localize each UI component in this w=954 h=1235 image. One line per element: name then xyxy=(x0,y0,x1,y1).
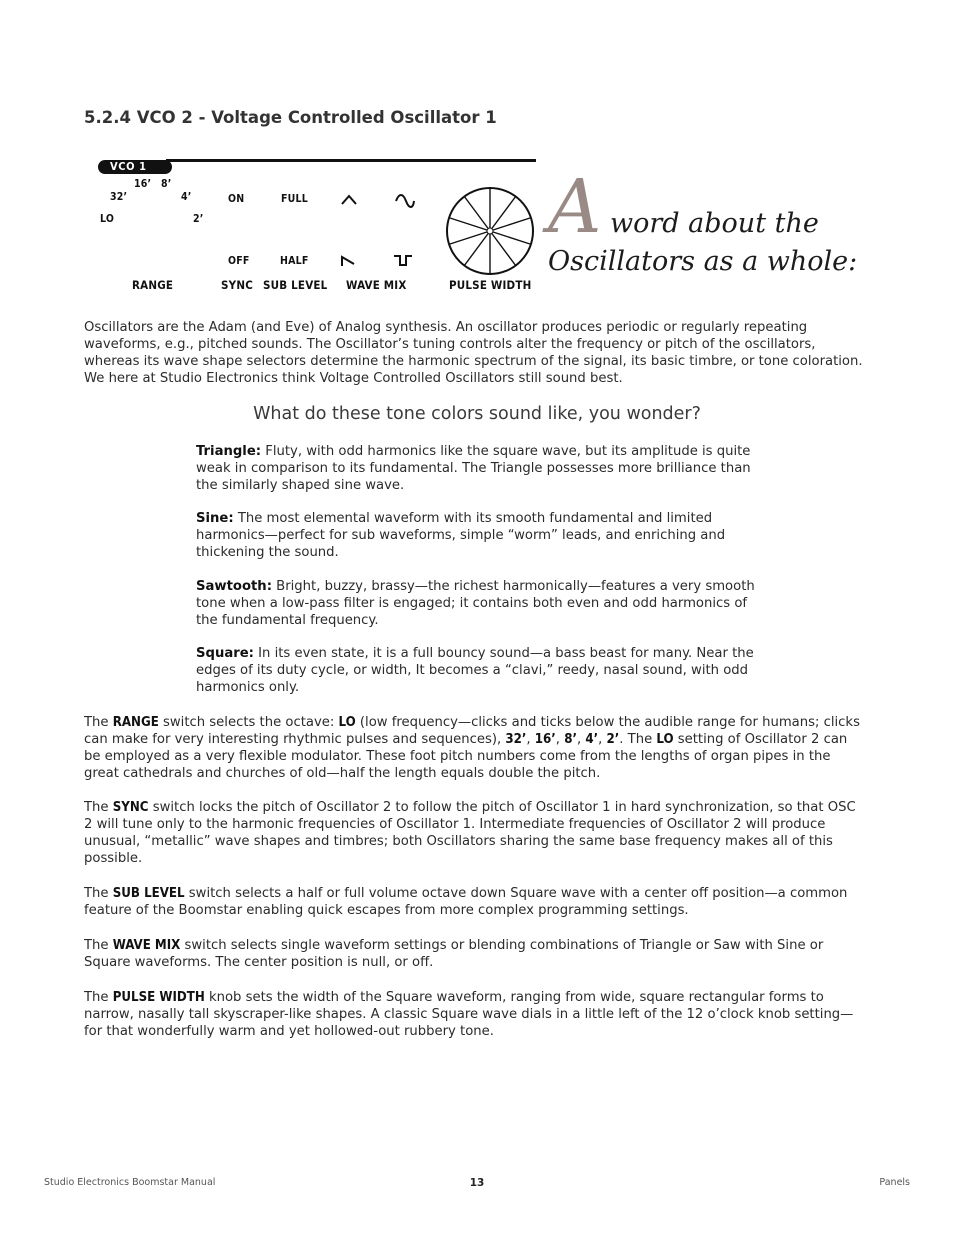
keyword-lo: LO xyxy=(338,715,356,730)
sub-level-half-label: HALF xyxy=(280,255,309,267)
pulse-width-knob xyxy=(447,188,533,274)
keyword-sync: SYNC xyxy=(112,800,149,815)
footer-manual-title: Studio Electronics Boomstar Manual xyxy=(44,1177,216,1188)
sync-on-label: ON xyxy=(228,193,245,205)
sync-off-label: OFF xyxy=(228,255,250,267)
wave-mix-label: WAVE MIX xyxy=(346,278,407,292)
text: . The xyxy=(619,732,657,747)
tone-sine xyxy=(196,510,764,561)
keyword-lo: LO xyxy=(656,732,674,747)
section-title: 5.2.4 VCO 2 - Voltage Controlled Oscillator 1 xyxy=(84,108,497,127)
tone-triangle xyxy=(196,443,764,494)
range-paragraph xyxy=(84,714,866,782)
keyword-32: 32’ xyxy=(505,732,527,747)
text: , xyxy=(526,732,535,747)
tone-text: Fluty, with odd harmonics like the square wave, but its amplitude is quite weak in comparison to its fundamental. The Triangle possesses more brilliance than the similarly shaped sine wave. xyxy=(196,444,751,493)
range-4-label: 4’ xyxy=(181,191,192,203)
panel-top-line xyxy=(166,159,536,162)
text: , xyxy=(598,732,607,747)
keyword-range: RANGE xyxy=(112,715,159,730)
text: The xyxy=(84,715,113,730)
tone-text: Bright, buzzy, brassy—the richest harmonically—features a very smooth tone when a low-pass filter is engaged; it contains both even and odd harmonics of the fundamental frequency. xyxy=(196,579,755,628)
triangle-wave-icon xyxy=(342,196,356,204)
pulse-width-label: PULSE WIDTH xyxy=(449,278,532,292)
vco-badge-label: VCO 1 xyxy=(110,160,147,173)
script-title-initial: A xyxy=(548,164,602,250)
text: switch locks the pitch of Oscillator 2 to follow the pitch of Oscillator 1 in hard synchronization, so that OSC 2 will tune only to the harmonic frequencies of Oscillator 1. Intermediate frequencies of Oscillator 2 will produce unusual, “metallic” wave shapes and timbres; both Oscillators sharing the same base frequency makes all of this possible. xyxy=(84,800,856,866)
text: switch selects single waveform settings or blending combinations of Triangle or Saw with Sine or Square waveforms. The center position is null, or off. xyxy=(84,938,824,970)
sync-label: SYNC xyxy=(221,278,253,292)
keyword-wave-mix: WAVE MIX xyxy=(112,938,181,953)
tone-text: The most elemental waveform with its smooth fundamental and limited harmonics—perfect for sub waveforms, simple “worm” leads, and enriching and thickening the sound. xyxy=(196,511,726,560)
tone-text: In its even state, it is a full bouncy sound—a bass beast for many. Near the edges of its duty cycle, or width, It becomes a “clavi,” reedy, nasal sound, with odd harmonics only. xyxy=(196,646,754,695)
text: The xyxy=(84,800,113,815)
sawtooth-wave-icon xyxy=(342,257,354,266)
range-32-label: 32’ xyxy=(110,191,128,203)
tone-square xyxy=(196,645,764,696)
range-label: RANGE xyxy=(132,278,174,292)
pulse-width-paragraph xyxy=(84,989,866,1040)
footer-section-name: Panels xyxy=(879,1177,910,1188)
range-8-label: 8’ xyxy=(161,178,172,190)
tone-name: Sine: xyxy=(196,511,234,526)
keyword-2: 2’ xyxy=(606,732,620,747)
tone-sawtooth xyxy=(196,578,764,629)
oscillators-script-title xyxy=(548,164,878,277)
tone-name: Triangle: xyxy=(196,444,262,459)
text: The xyxy=(84,938,113,953)
script-title-line1: word about the xyxy=(601,208,819,239)
keyword-8: 8’ xyxy=(564,732,577,747)
text: knob sets the width of the Square waveform, ranging from wide, square rectangular forms to narrow, nasally tall skyscraper-like shapes. A classic Square wave dials in a little left of the 12 o’clock knob setting—for that wonderfully warm and yet hollowed-out rubbery tone. xyxy=(84,990,854,1039)
range-lo-label: LO xyxy=(100,213,115,225)
script-title-line2: Oscillators as a whole: xyxy=(548,246,858,277)
keyword-16: 16’ xyxy=(534,732,556,747)
text: (low frequency—clicks and ticks below the audible range for humans; clicks can make for very interesting rhythmic pulses and sequences), xyxy=(84,715,860,747)
range-2-label: 2’ xyxy=(193,213,204,225)
tone-name: Square: xyxy=(196,646,254,661)
intro-paragraph: Oscillators are the Adam (and Eve) of Analog synthesis. An oscillator produces periodic or regularly repeating waveforms, e.g., pitched sounds. The Oscillator’s tuning controls alter the frequency or pitch of the oscillators, whereas its wave shape selectors determine the harmonic spectrum of the signal, its basic timbre, or tone coloration. We here at Studio Electronics think Voltage Controlled Oscillators still sound best. xyxy=(84,320,863,386)
sub-level-paragraph xyxy=(84,885,866,919)
text: , xyxy=(576,732,586,747)
keyword-pulse-width: PULSE WIDTH xyxy=(112,990,205,1005)
keyword-4: 4’ xyxy=(585,732,599,747)
wave-mix-paragraph xyxy=(84,937,866,971)
sub-level-label: SUB LEVEL xyxy=(263,278,328,292)
square-wave-icon xyxy=(394,256,412,265)
text: , xyxy=(555,732,565,747)
tone-colors-heading: What do these tone colors sound like, you wonder? xyxy=(253,404,701,424)
text: The xyxy=(84,990,113,1005)
text: The xyxy=(84,886,113,901)
sine-wave-icon xyxy=(396,195,414,207)
sync-paragraph xyxy=(84,799,866,867)
vco-panel-diagram xyxy=(96,156,538,296)
footer-page-number: 13 xyxy=(469,1177,485,1189)
keyword-sub-level: SUB LEVEL xyxy=(112,886,185,901)
text: switch selects a half or full volume octave down Square wave with a center off position—a common feature of the Boomstar enabling quick escapes from more complex programming settings. xyxy=(84,886,848,918)
text: setting of Oscillator 2 can be employed as a very flexible modulator. These foot pitch numbers come from the lengths of organ pipes in the great cathedrals and churches of old—half the length equals double the pitch. xyxy=(84,732,848,781)
range-16-label: 16’ xyxy=(134,178,152,190)
sub-level-full-label: FULL xyxy=(281,193,308,205)
tone-name: Sawtooth: xyxy=(196,579,272,594)
text: switch selects the octave: xyxy=(158,715,339,730)
panel-graphics xyxy=(96,156,538,296)
